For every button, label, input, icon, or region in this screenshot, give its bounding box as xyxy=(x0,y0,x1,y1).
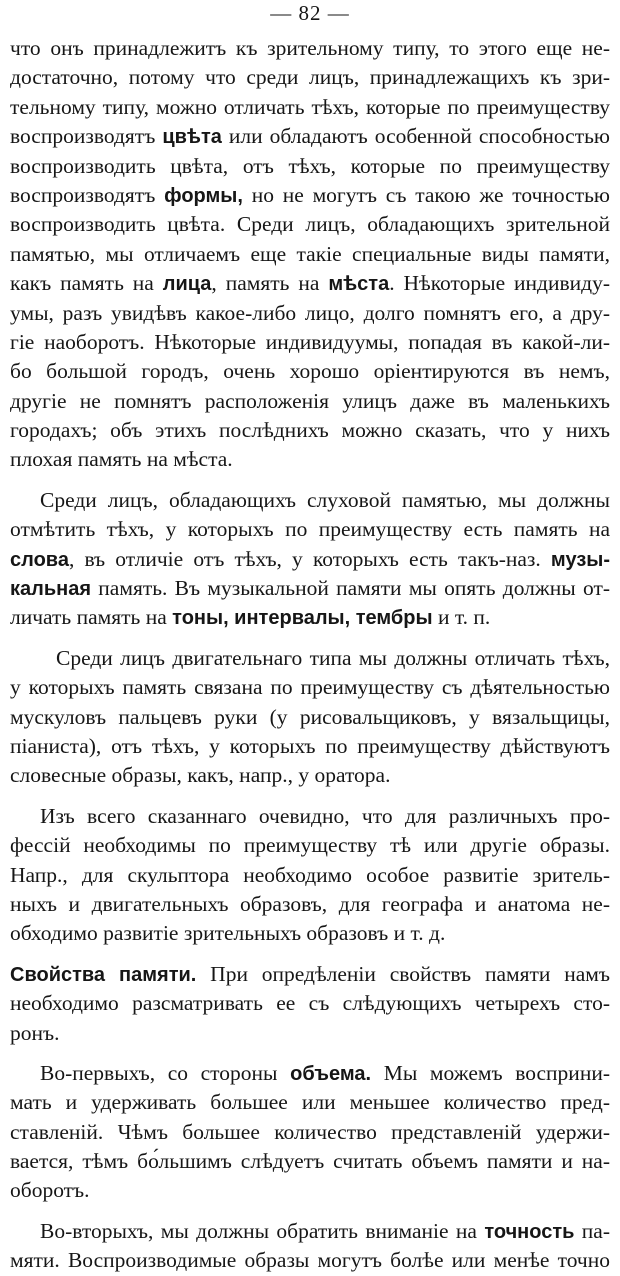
text-line xyxy=(10,761,610,790)
text-line xyxy=(10,831,610,860)
text-run: словесные образы, какъ, напр., у оратора. xyxy=(10,763,391,788)
paragraph-gap xyxy=(10,475,610,486)
text-line xyxy=(10,861,610,890)
text-line xyxy=(10,1176,610,1205)
text-line xyxy=(10,673,610,702)
text-run: обходимо развитіе зрительныхъ образовъ и т. д. xyxy=(10,921,446,946)
text-line xyxy=(10,328,610,357)
text-line xyxy=(10,63,610,92)
text-run: и т. п. xyxy=(432,605,491,630)
text-line xyxy=(10,919,610,948)
text-line xyxy=(10,732,610,761)
text-run: но не могутъ съ такою же точностью xyxy=(242,182,610,207)
text-line xyxy=(10,152,610,181)
text-line xyxy=(10,890,610,919)
text-line xyxy=(10,269,610,298)
text-run: память. Въ музыкальной памяти мы опять должны от- xyxy=(91,576,610,601)
text-line xyxy=(10,603,610,632)
text-run: городахъ; объ этихъ послѣднихъ можно сказать, что у нихъ xyxy=(10,418,610,443)
text-run: что онъ принадлежитъ къ зрительному типу, то этого еще не- xyxy=(10,36,610,60)
text-run: воспроизводить цвѣта. Среди лицъ, обладающихъ зрительной xyxy=(10,212,610,237)
text-line xyxy=(10,545,610,574)
bold-term: мѣста xyxy=(328,273,390,296)
text-run: воспроизводятъ xyxy=(10,182,165,207)
paragraph-gap xyxy=(10,633,610,644)
text-run: , въ отличіе отъ тѣхъ, у которыхъ есть такъ-наз. xyxy=(68,546,551,571)
bold-term: объема. xyxy=(290,1062,372,1085)
text-run: ронъ. xyxy=(10,1020,60,1045)
bold-term: формы, xyxy=(164,184,243,207)
paragraph-gap xyxy=(10,1048,610,1059)
paragraph-gap xyxy=(10,949,610,960)
paragraph xyxy=(10,960,610,1048)
text-line xyxy=(10,1059,610,1088)
text-line xyxy=(10,210,610,239)
text-line xyxy=(10,387,610,416)
text-run: фессій необходимы по преимуществу тѣ или другіе образы. xyxy=(10,833,610,858)
text-line xyxy=(10,34,610,63)
text-run: у которыхъ память связана по преимуществу съ дѣятельностью xyxy=(10,675,610,700)
text-run: мускуловъ пальцевъ руки (у рисовальщиковъ, у вязальщицы, xyxy=(10,704,610,729)
text-line xyxy=(10,989,610,1018)
text-run: Мы можемъ восприни- xyxy=(371,1060,610,1085)
text-line xyxy=(10,960,610,989)
text-line xyxy=(10,93,610,122)
text-line xyxy=(10,802,610,831)
text-run: воспроизводятъ xyxy=(10,124,163,149)
text-run: мать и удерживать большее или меньшее количество пред- xyxy=(10,1090,610,1115)
text-run: памятью, мы отличаемъ еще такіе специальные виды памяти, xyxy=(10,241,610,266)
text-run: умы, разъ увидѣвъ какое-либо лицо, долго помнятъ его, а дру- xyxy=(10,300,610,325)
text-run: Среди лицъ, обладающихъ слуховой памятью, мы должны xyxy=(40,487,610,512)
text-line xyxy=(10,357,610,386)
text-run: какъ память на xyxy=(10,271,163,296)
bold-term: тоны, интервалы, тембры xyxy=(172,607,433,630)
text-line xyxy=(10,486,610,515)
text-run: При опредѣленіи свойствъ памяти намъ xyxy=(196,961,610,986)
text-run: Во-вторыхъ, мы должны обратить вниманіе на xyxy=(40,1218,485,1243)
text-line xyxy=(10,1246,610,1275)
text-run: . Нѣкоторые индивиду- xyxy=(389,271,610,296)
bold-term: кальная xyxy=(10,578,92,601)
text-line xyxy=(10,416,610,445)
text-line xyxy=(10,122,610,151)
paragraph xyxy=(10,802,610,949)
page-number: — 82 — xyxy=(270,1,350,25)
text-line xyxy=(10,299,610,328)
text-run: Напр., для скульптора необходимо особое развитіе зритель- xyxy=(10,862,610,887)
paragraph xyxy=(10,486,610,633)
text-run: необходимо разсматривать ее съ слѣдующихъ четырехъ сто- xyxy=(10,991,610,1016)
text-line xyxy=(10,644,610,673)
text-run: Изъ всего сказаннаго очевидно, что для различныхъ про- xyxy=(40,803,610,828)
text-line xyxy=(10,1217,610,1246)
bold-term: музы- xyxy=(550,548,610,571)
text-run: отмѣтить тѣхъ, у которыхъ по преимуществу есть память на xyxy=(10,517,610,542)
text-run: или обладаютъ особенной способностью xyxy=(221,124,610,149)
paragraph-gap xyxy=(10,1206,610,1217)
text-run: Во-первыхъ, со стороны xyxy=(40,1060,291,1085)
text-line xyxy=(10,1147,610,1176)
paragraph xyxy=(10,644,610,791)
text-line xyxy=(10,181,610,210)
paragraph xyxy=(10,1059,610,1206)
text-line xyxy=(10,240,610,269)
text-line xyxy=(10,574,610,603)
text-run: бо большой городъ, очень хорошо оріентируются въ немъ, xyxy=(10,359,610,384)
bold-term: точность xyxy=(484,1220,575,1243)
text-run: , память на xyxy=(211,271,329,296)
paragraph-gap xyxy=(10,791,610,802)
bold-term: слова xyxy=(10,548,69,571)
text-line xyxy=(10,515,610,544)
bold-term: цвѣта xyxy=(162,126,222,149)
text-run: мяти. Воспроизводимые образы могутъ болѣе или менѣе точно xyxy=(10,1248,610,1273)
text-run: піаниста), отъ тѣхъ, у которыхъ по преимуществу дѣйствуютъ xyxy=(10,733,610,758)
text-line xyxy=(10,445,610,474)
text-line xyxy=(10,1019,610,1048)
text-run: ныхъ и двигательныхъ образовъ, для географа и анатома не- xyxy=(10,891,610,916)
text-line xyxy=(10,1118,610,1147)
text-line xyxy=(10,703,610,732)
text-run: Среди лицъ двигательнаго типа мы должны отличать тѣхъ, xyxy=(56,645,610,670)
bold-term: Свойства памяти. xyxy=(10,963,197,986)
text-run: вается, тѣмъ бо́льшимъ слѣдуетъ считать объемъ памяти и на- xyxy=(10,1149,610,1174)
text-run: гіе наоборотъ. Нѣкоторые индивидуумы, попадая въ какой-ли- xyxy=(10,329,610,354)
paragraph xyxy=(10,1217,610,1276)
paragraph xyxy=(10,34,610,475)
text-run: воспроизводить цвѣта, отъ тѣхъ, которые по преимуществу xyxy=(10,153,610,178)
text-run: личать память на xyxy=(10,605,173,630)
text-run: другіе не помнятъ расположенія улицъ даже въ маленькихъ xyxy=(10,388,610,413)
text-run: достаточно, потому что среди лицъ, принадлежащихъ къ зри- xyxy=(10,65,610,90)
page-text xyxy=(10,34,610,1276)
text-run: па- xyxy=(574,1218,610,1243)
text-run: оборотъ. xyxy=(10,1178,90,1203)
text-run: тельному типу, можно отличать тѣхъ, которые по преимуществу xyxy=(10,94,610,119)
text-line xyxy=(10,1088,610,1117)
bold-term: лица xyxy=(162,273,212,296)
text-run: плохая память на мѣста. xyxy=(10,447,233,472)
text-run: ставленій. Чѣмъ большее количество представленій удержи- xyxy=(10,1119,610,1144)
